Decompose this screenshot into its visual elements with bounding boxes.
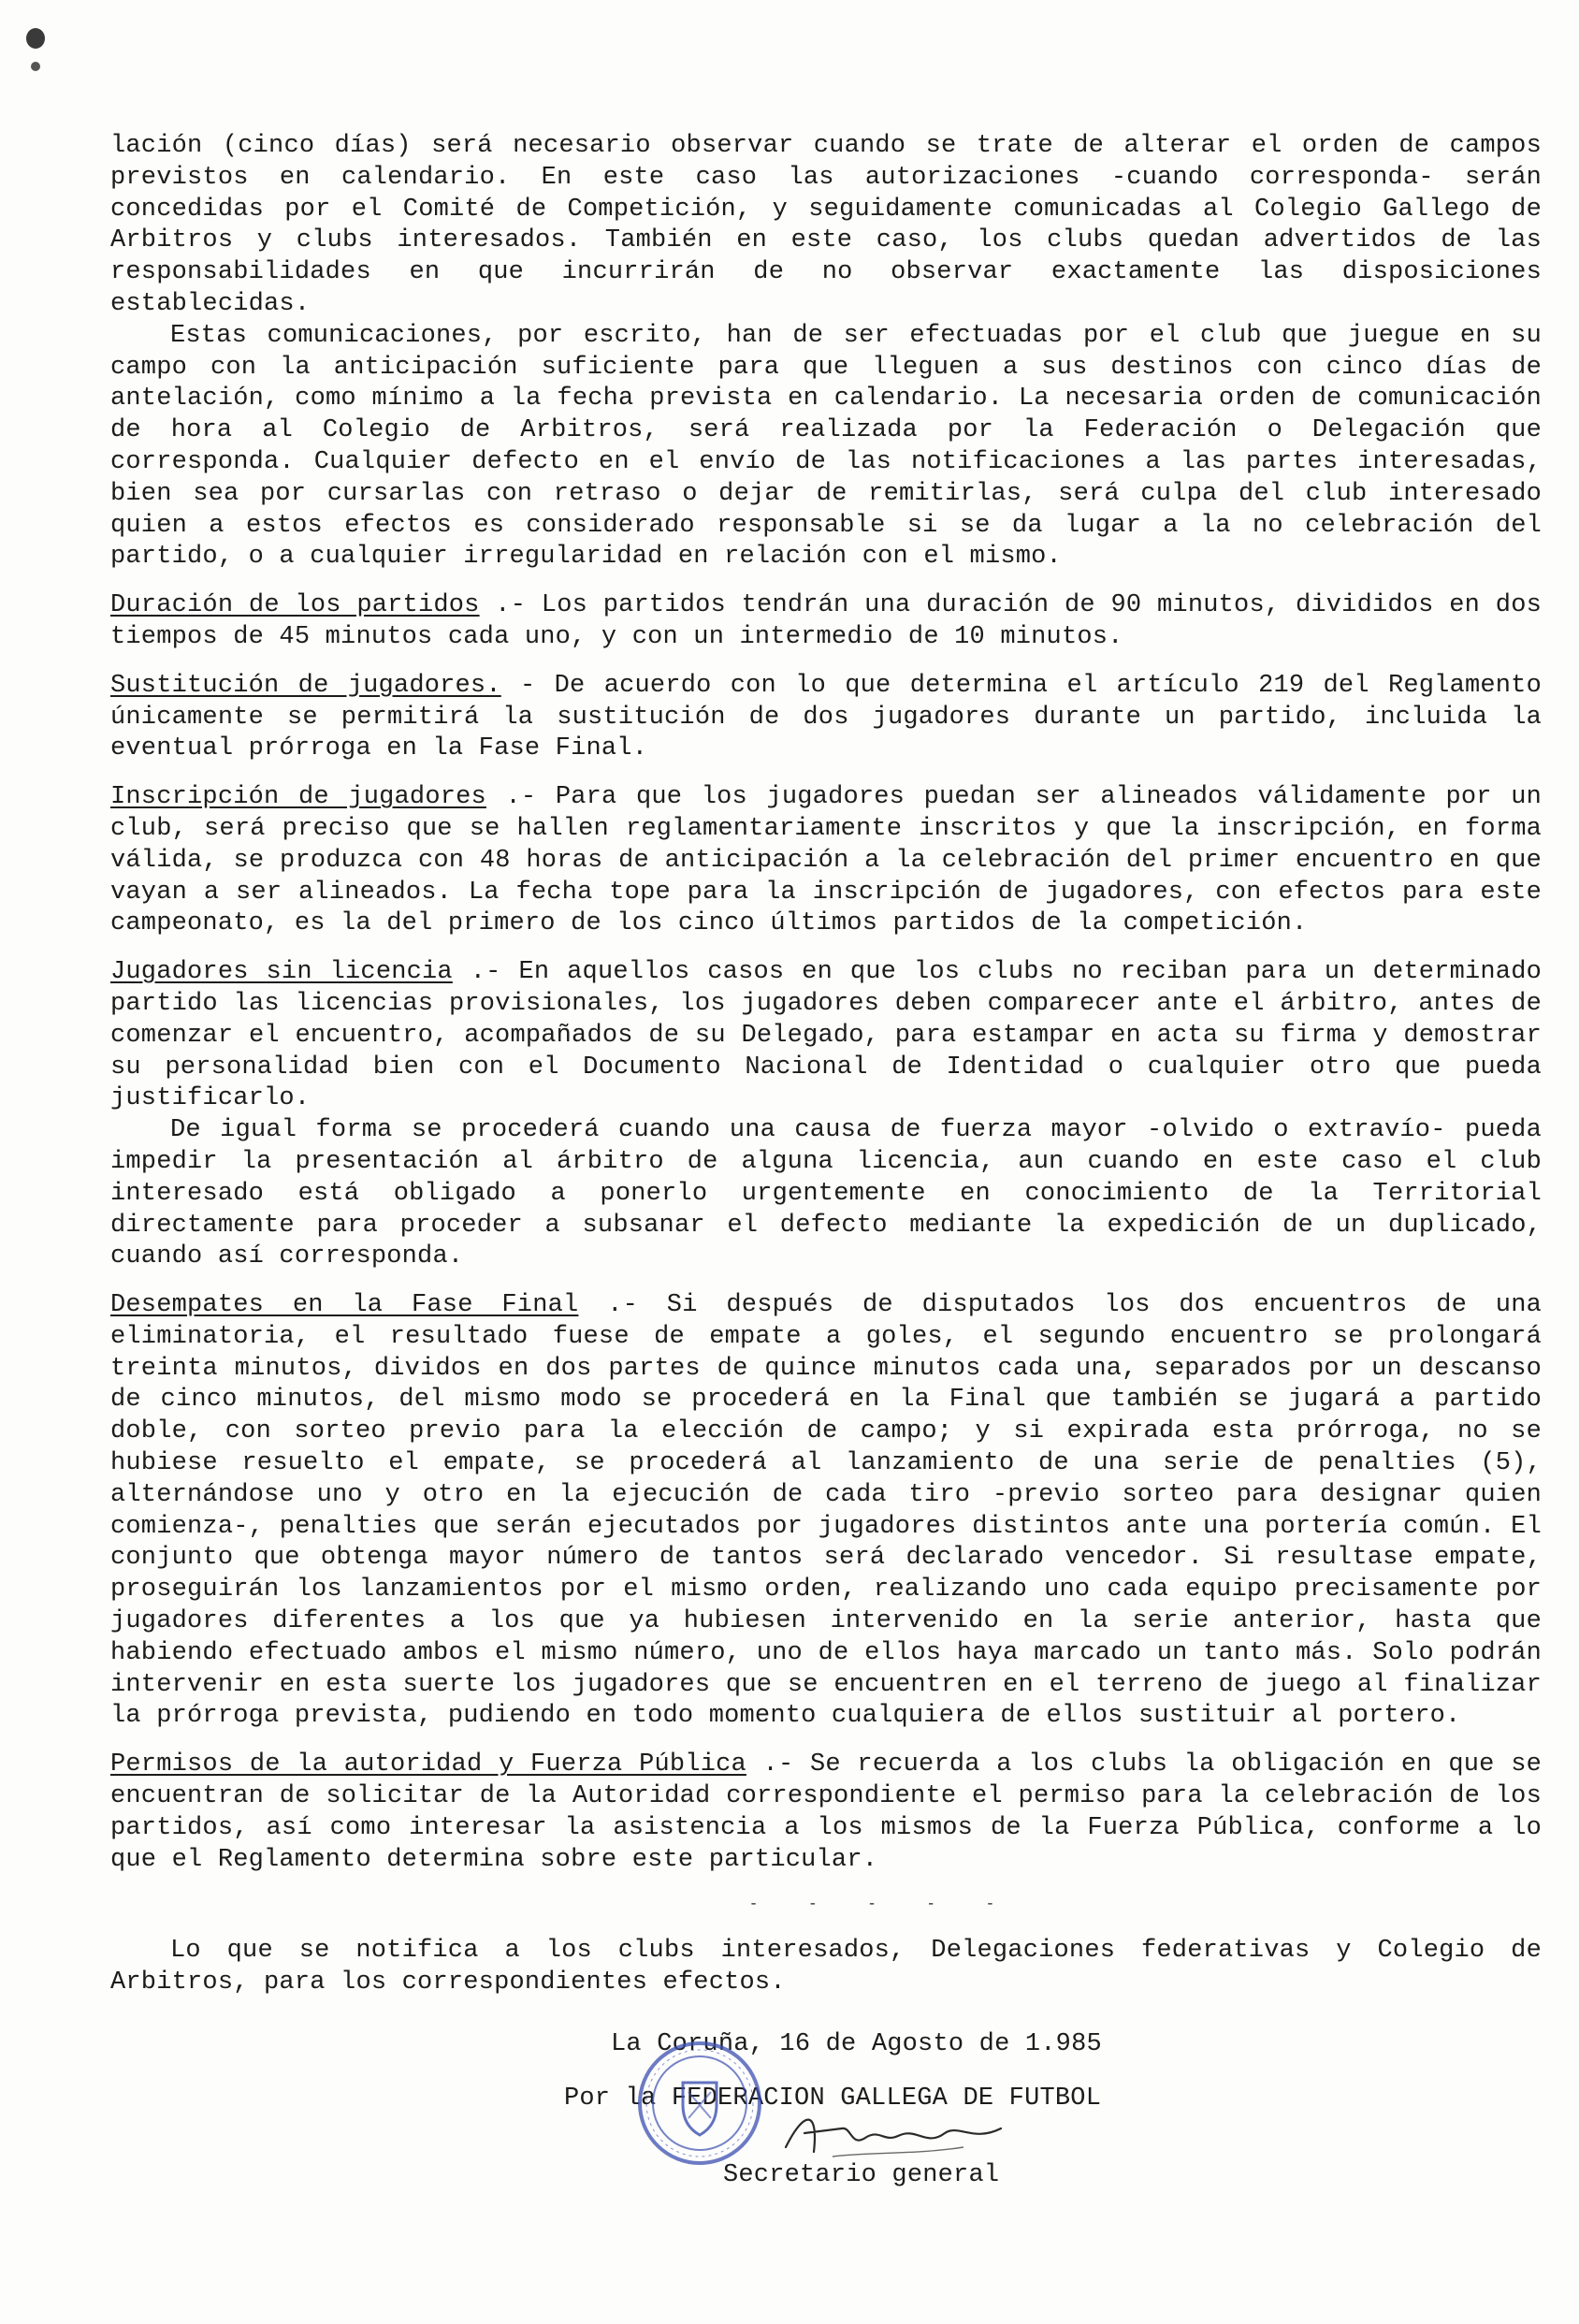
federation-stamp-icon [634, 2038, 765, 2169]
date-line: La Coruña, 16 de Agosto de 1.985 [611, 2030, 1102, 2059]
section-tiebreakers [110, 1290, 1542, 1733]
section-body: .- En aquellos casos en que los clubs no reciban para un determinado partido las licencias provisionales, los jugadores deben comparecer ante el árbitro, antes de comenzar el encuentro, acompañados de su Delegado, para estampar en acta su firma y demostrar su personalidad bien con el Documento Nacional de Identidad o cualquier otro que pueda justificarlo. [110, 958, 1543, 1113]
closing-paragraph: Lo que se notifica a los clubs interesados, Delegaciones federativas y Colegio de Arbitros, para los correspondientes efectos. [110, 1937, 1542, 1997]
section-title: Duración de los partidos [110, 591, 480, 620]
force-majeure-paragraph: De igual forma se procederá cuando una causa de fuerza mayor -olvido o extravío- pueda impedir la presentación al árbitro de alguna licencia, aun cuando en este caso el club interesado está obligado a ponerlo urgentemente en conocimiento de la Territorial directamente para proceder a subsanar el defecto mediante la expedición de un duplicado, cuando así corresponda. [110, 1116, 1542, 1271]
punch-hole [26, 28, 45, 49]
section-body: .- Si después de disputados los dos encuentros de una eliminatoria, el resultado fuese de empate a goles, el segundo encuentro se prolongará treinta minutos, dividos en dos partes de quince minutos cada una, separados por un descanso de cinco minutos, del mismo modo se procederá en la Final que también se jugará a partido doble, con sorteo previo para la elección de campo; y si expirada esta prórroga, no se hubiese resuelto el empate, se procederá al lanzamiento de una serie de penalties (5), alternándose uno y otro en la ejecución de cada tiro -previo sorteo para designar quien comienza-, penalties que serán ejecutados por jugadores distintos ante una portería común. El conjunto que obtenga mayor número de tantos será declarado vencedor. Si resultase empate, proseguirán los lanzamientos por el mismo orden, realizando uno cada equipo precisamente por jugadores diferentes a los que ya hubiesen intervenido en la serie anterior, hasta que habiendo efectuado ambos el mismo número, uno de ellos haya marcado un tanto más. Solo podrán intervenir en esta suerte los jugadores que se encuentren en el terreno de juego al finalizar la prórroga prevista, pudiendo en todo momento cualquiera de ellos sustituir al portero. [110, 1291, 1543, 1731]
section-separator: - - - - - [748, 1896, 1016, 1913]
punch-hole-small [31, 62, 40, 71]
section-registration [110, 782, 1542, 940]
communications-paragraph: Estas comunicaciones, por escrito, han de ser efectuadas por el club que juegue en su campo con la anticipación suficiente para que lleguen a sus destinos con cinco días de antelación, como mínimo a la fecha prevista en calendario. La necesaria orden de comunicación de hora al Colegio de Arbitros, será realizada por la Federación o Delegación que corresponda. Cualquier defecto en el envío de las notificaciones a las partes interesadas, bien sea por cursarlas con retraso o dejar de remitirlas, será culpa del club interesado quien a estos efectos es considerado responsable si se da lugar a la no celebración del partido, o a cualquier irregularidad en relación con el mismo. [110, 321, 1542, 572]
section-match-duration [110, 590, 1542, 654]
document-body [110, 131, 1542, 2191]
section-title: Jugadores sin licencia [110, 958, 453, 987]
section-title: Permisos de la autoridad y Fuerza Pública [110, 1750, 746, 1779]
secretary-line: Secretario general [723, 2160, 1000, 2189]
signature-icon [776, 2100, 1020, 2166]
section-body: - De acuerdo con lo que determina el artículo 219 del Reglamento únicamente se permitirá la sustitución de dos jugadores durante un partido, incluida la eventual prórroga en la Fase Final. [110, 671, 1542, 763]
section-permits [110, 1750, 1542, 1876]
section-body: .- Para que los jugadores puedan ser alineados válidamente por un club, será preciso que se hallen reglamentariamente inscritos y que la inscripción, en forma válida, se produzca con 48 horas de anticipación a la celebración del primer encuentro en que vayan a ser alineados. La fecha tope para la inscripción de jugadores, con efectos para este campeonato, es la del primero de los cinco últimos partidos de la competición. [110, 783, 1543, 938]
section-unlicensed-players [110, 957, 1542, 1115]
section-body: .- Los partidos tendrán una duración de 90 minutos, divididos en dos tiempos de 45 minutos cada uno, y con un intermedio de 10 minutos. [110, 591, 1542, 651]
section-substitutions [110, 671, 1542, 765]
section-title: Desempates en la Fase Final [110, 1291, 579, 1320]
by-line: Por la FEDERACION GALLEGA DE FUTBOL [564, 2084, 1102, 2113]
opening-paragraph: lación (cinco días) será necesario observar cuando se trate de alterar el orden de campos previstos en calendario. En este caso las autorizaciones -cuando corresponda- serán concedidas por el Comité de Competición, y seguidamente comunicadas al Colegio Gallego de Arbitros y clubs interesados. También en este caso, los clubs quedan advertidos de las responsabilidades en que incurrirán de no observar exactamente las disposiciones establecidas. [110, 132, 1542, 318]
section-title: Sustitución de jugadores. [110, 671, 501, 700]
section-title: Inscripción de jugadores [110, 783, 486, 812]
section-body: .- Se recuerda a los clubs la obligación en que se encuentran de solicitar de la Autoridad correspondiente el permiso para la celebración de los partidos, así como interesar la asistencia a los mismos de la Fuerza Pública, conforme a lo que el Reglamento determina sobre este particular. [110, 1750, 1542, 1874]
